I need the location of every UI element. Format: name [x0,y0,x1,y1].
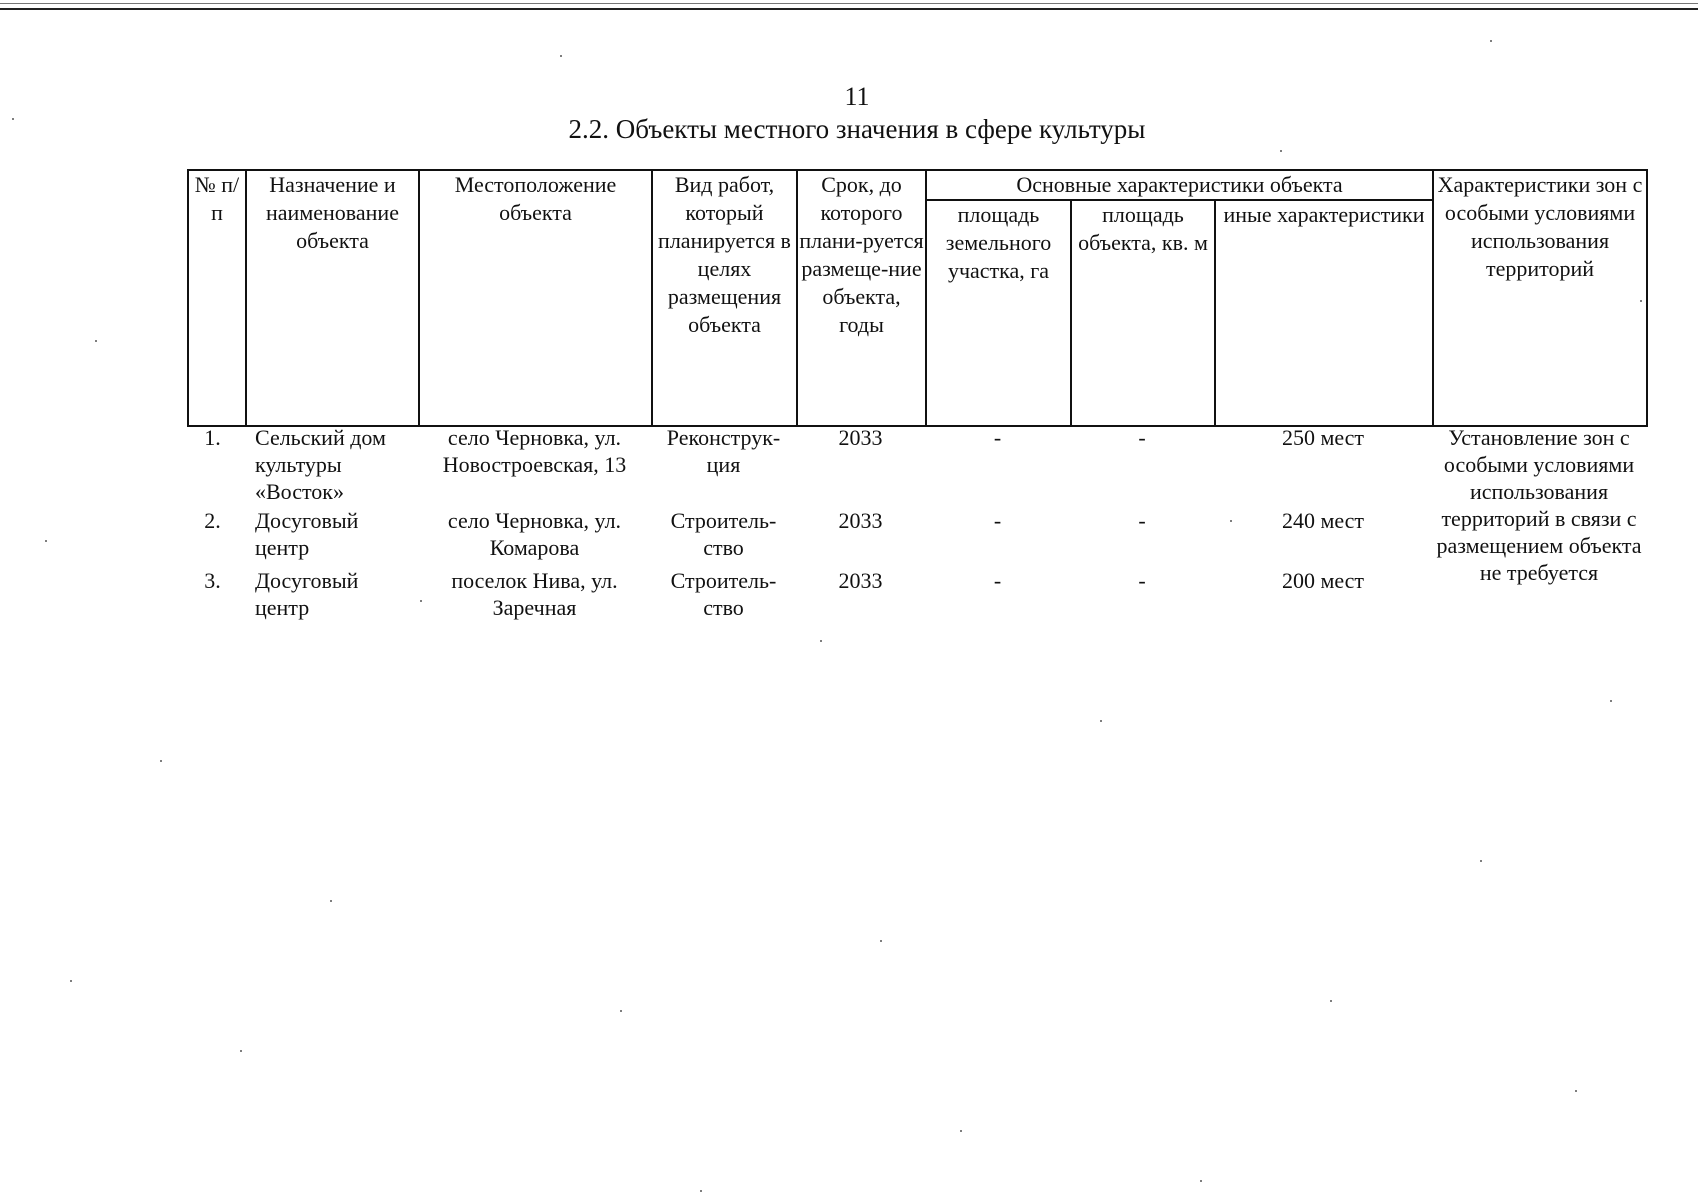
row-name: Досуговый центр [255,508,359,560]
speck [700,1190,702,1192]
row-other: 240 мест [1281,508,1365,533]
row-object-area: - [1138,508,1146,533]
row-work-type: Строитель-ство [670,508,777,560]
speck [560,55,562,57]
header-location: Местоположение объекта [419,170,652,426]
page-number: 11 [844,82,870,111]
header-main-characteristics: Основные характеристики объекта [926,170,1433,200]
zones-note: Установление зон с особыми условиями использования территорий в связи с размещением объекта не требуется [1436,425,1642,585]
speck [330,900,332,902]
speck [1490,40,1492,42]
top-border [0,8,1698,10]
speck [1575,1090,1577,1092]
table-body [187,424,1646,627]
row-location: поселок Нива, ул. Заречная [451,568,618,620]
row-land-area: - [993,568,1002,593]
row-name: Досуговый центр [255,568,359,620]
row-work-type: Реконструк-ция [666,425,781,477]
speck [1480,860,1482,862]
row-land-area: - [993,425,1002,450]
speck [1640,300,1642,302]
speck [620,1010,622,1012]
header-object-area: площадь объекта, кв. м [1071,200,1215,426]
speck [12,118,14,120]
table-row [187,424,1646,507]
speck [240,1050,242,1052]
row-location: село Черновка, ул. Новостроевская, 13 [442,425,627,477]
header-work-type: Вид работ, который планируется в целях размещения объекта [652,170,797,426]
speck [1280,150,1282,152]
top-border-thin [0,3,1698,4]
page-title: 2.2. Объекты местного значения в сфере культуры [568,114,1146,144]
header-name: Назначение и наименование объекта [246,170,419,426]
speck [1230,520,1232,522]
table-row [187,567,1646,627]
speck [95,340,97,342]
speck [1100,720,1102,722]
speck [1200,1180,1202,1182]
header-land-area: площадь земельного участка, га [926,200,1071,426]
row-name: Сельский дом культуры «Восток» [255,425,386,504]
row-deadline: 2033 [838,425,883,450]
speck [420,600,422,602]
speck [45,540,47,542]
row-num: 2. [204,508,221,533]
row-deadline: 2033 [838,568,883,593]
row-num: 3. [204,568,221,593]
row-location: село Черновка, ул. Комарова [447,508,622,560]
table-row [187,507,1646,567]
row-other: 250 мест [1281,425,1365,450]
header-other: иные характеристики [1215,200,1433,426]
table-header [187,169,1648,427]
header-num: № п/п [188,170,246,426]
row-object-area: - [1138,568,1146,593]
row-num: 1. [204,425,221,450]
speck [880,940,882,942]
speck [1610,700,1612,702]
speck [960,1130,962,1132]
row-land-area: - [993,508,1002,533]
header-zones: Характеристики зон с особыми условиями использования территорий [1433,170,1647,426]
speck [1330,1000,1332,1002]
speck [160,760,162,762]
row-other: 200 мест [1281,568,1365,593]
speck [820,640,822,642]
speck [70,980,72,982]
row-work-type: Строитель-ство [670,568,777,620]
header-deadline: Срок, до которого плани-руется размеще-ние объекта, годы [797,170,926,426]
row-deadline: 2033 [838,508,883,533]
row-object-area: - [1138,425,1146,450]
